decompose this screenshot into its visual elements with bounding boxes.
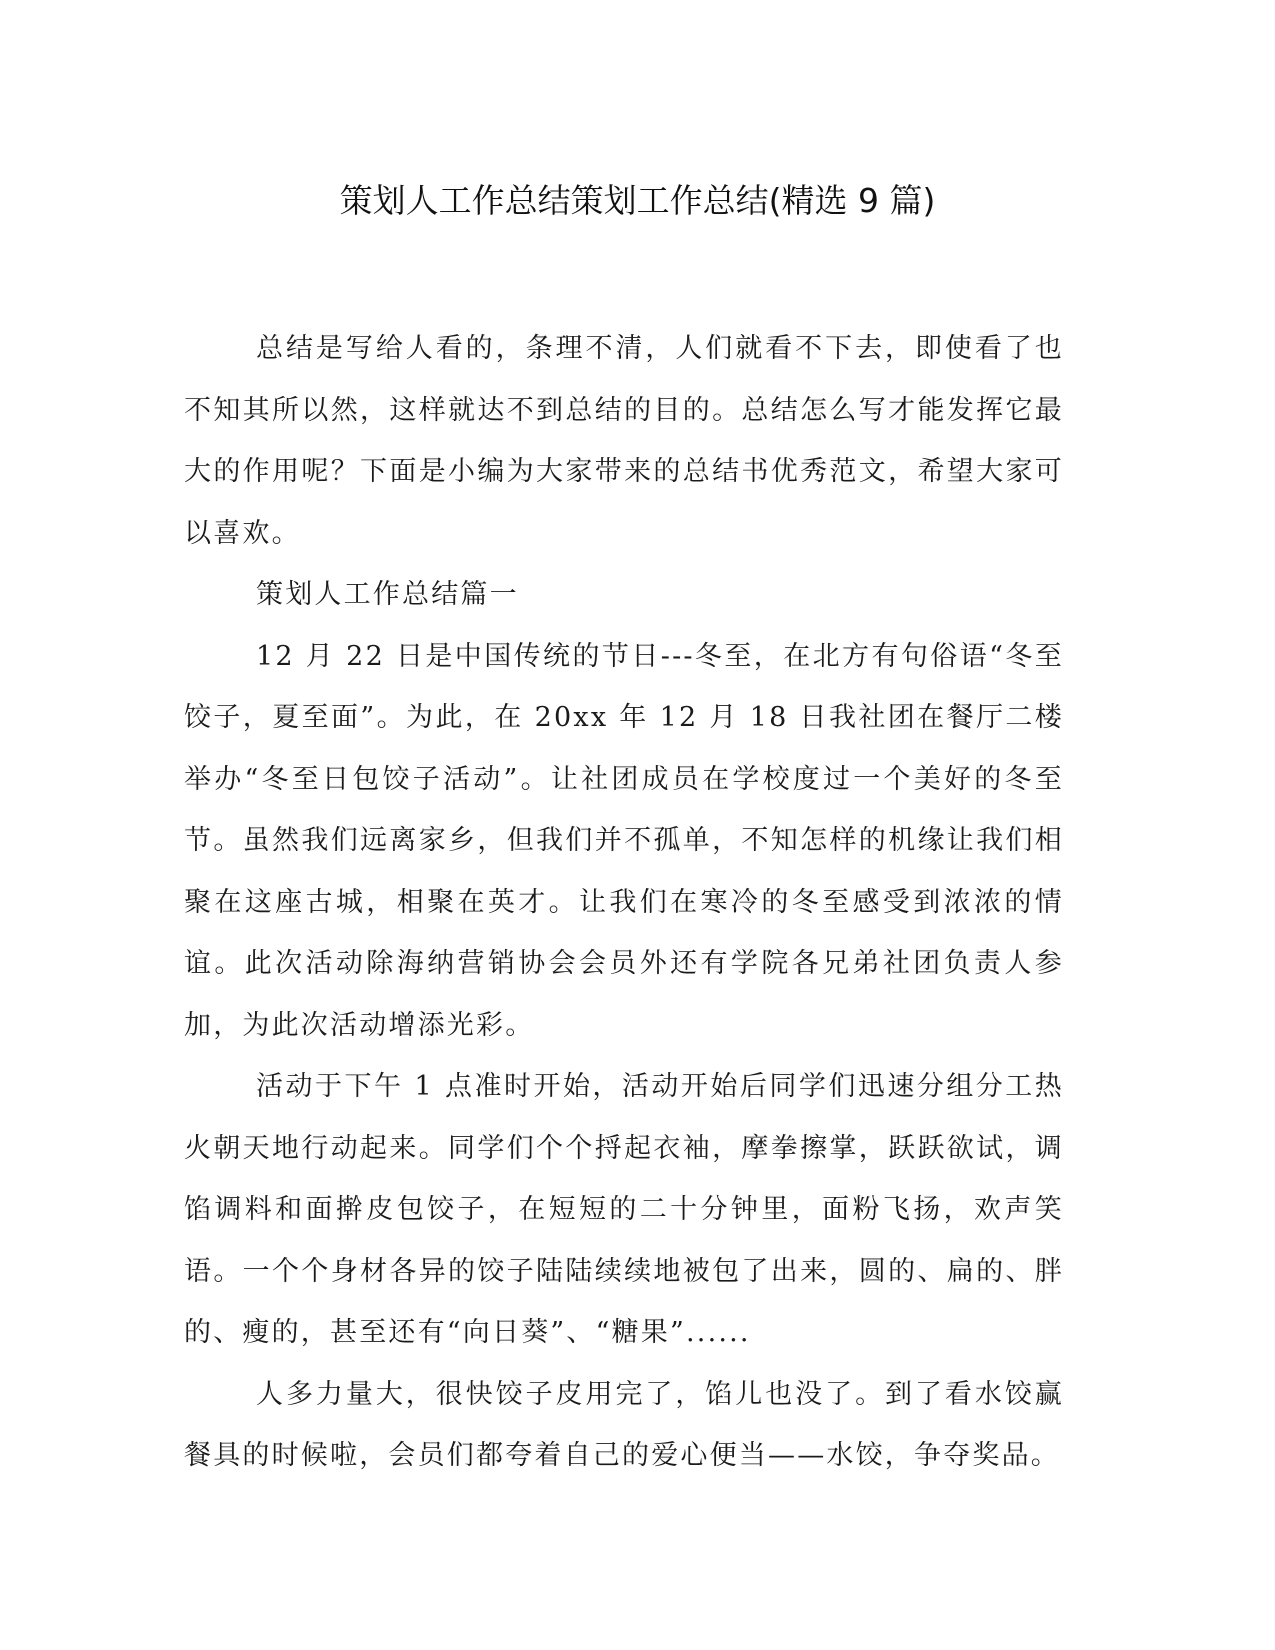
- body-paragraph: 活动于下午 1 点准时开始，活动开始后同学们迅速分组分工热火朝天地行动起来。同学们个个捋起衣袖，摩拳擦掌，跃跃欲试，调馅调料和面擀皮包饺子，在短短的二十分钟里，面粉飞扬，欢声笑语。一个个身材各异的饺子陆陆续续地被包了出来，圆的、扁的、胖的、瘦的，甚至还有“向日葵”、“糖果”......: [184, 1071, 1064, 1348]
- intro-paragraph: 总结是写给人看的，条理不清，人们就看不下去，即使看了也不知其所以然，这样就达不到总结的目的。总结怎么写才能发挥它最大的作用呢？下面是小编为大家带来的总结书优秀范文，希望大家可以喜欢。: [184, 333, 1064, 549]
- body-paragraph: 人多力量大，很快饺子皮用完了，馅儿也没了。到了看水饺赢餐具的时候啦，会员们都夸着自己的爱心便当——水饺，争夺奖品。: [184, 1378, 1064, 1471]
- document-title: 策划人工作总结策划工作总结(精选 9 篇): [339, 181, 936, 220]
- section-heading: 策划人工作总结篇一: [256, 579, 519, 610]
- document-body: [184, 318, 1064, 1487]
- body-paragraph: 12 月 22 日是中国传统的节日---冬至，在北方有句俗语“冬至饺子，夏至面”。为此，在 20xx 年 12 月 18 日我社团在餐厅二楼举办“冬至日包饺子活动”。让社团成员在学校度过一个美好的冬至节。虽然我们远离家乡，但我们并不孤单，不知怎样的机缘让我们相聚在这座古城，相聚在英才。让我们在寒冷的冬至感受到浓浓的情谊。此次活动除海纳营销协会会员外还有学院各兄弟社团负责人参加，为此次活动增添光彩。: [184, 640, 1064, 1041]
